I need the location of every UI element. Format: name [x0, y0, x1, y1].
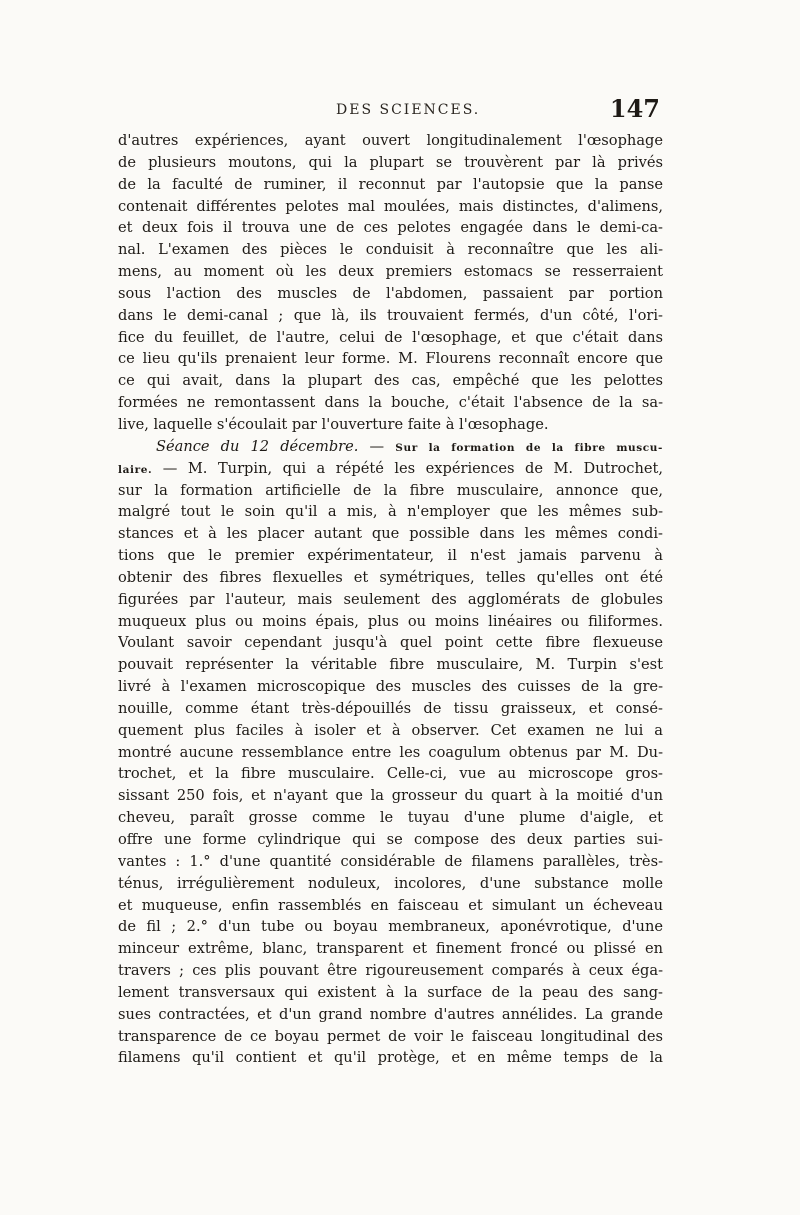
text-line: de plusieurs moutons, qui la plupart se trouvèrent par là privés — [118, 153, 663, 171]
text-line: de la faculté de ruminer, il reconnut par l'autopsie que la panse — [118, 175, 663, 193]
text-line: de fil ; 2.° d'un tube ou boyau membraneux, aponévrotique, d'une — [118, 918, 663, 936]
seance-dash: — — [358, 437, 396, 455]
text-line: d'autres expériences, ayant ouvert longitudinalement l'œsophage — [118, 132, 663, 149]
text-line: nal. L'examen des pièces le conduisit à reconnaître que les ali- — [118, 241, 663, 259]
text-line: figurées par l'auteur, mais seulement des agglomérats de globules — [118, 590, 663, 608]
text-line: stances et à les placer autant que possible dans les mêmes condi- — [118, 525, 663, 543]
text-line: mens, au moment où les deux premiers estomacs se resserraient — [118, 263, 663, 281]
body-text — [118, 130, 663, 1069]
seance-heading-line — [118, 436, 663, 458]
seance-continuation: — M. Turpin, qui a répété les expériences de M. Dutrochet, — [152, 459, 663, 477]
text-line: sur la formation artificielle de la fibre musculaire, annonce que, — [118, 481, 663, 499]
text-line: montré aucune ressemblance entre les coagulum obtenus par M. Du- — [118, 743, 663, 761]
section-heading: Sur la formation de la fibre muscu- — [395, 441, 663, 454]
text-line: ce lieu qu'ils prenaient leur forme. M. Flourens reconnaît encore que — [118, 350, 663, 368]
text-line: et deux fois il trouva une de ces pelotes engagée dans le demi-ca- — [118, 219, 663, 237]
text-line: live, laquelle s'écoulait par l'ouverture faite à l'œsophage. — [118, 415, 549, 433]
text-line: fice du feuillet, de l'autre, celui de l'œsophage, et que c'était dans — [118, 328, 663, 346]
text-line: formées ne remontassent dans la bouche, c'était l'absence de la sa- — [118, 394, 663, 412]
text-line: minceur extrême, blanc, transparent et finement froncé ou plissé en — [118, 940, 663, 958]
text-line: trochet, et la fibre musculaire. Celle-ci, vue au microscope gros- — [118, 765, 663, 783]
text-line: malgré tout le soin qu'il a mis, à n'employer que les mêmes sub- — [118, 503, 663, 521]
text-line: lement transversaux qui existent à la surface de la peau des sang- — [118, 983, 663, 1001]
text-line: offre une forme cylindrique qui se compose des deux parties sui- — [118, 831, 663, 848]
text-line: nouille, comme étant très-dépouillés de tissu graisseux, et consé- — [118, 699, 663, 717]
text-line: filamens qu'il contient et qu'il protège, et en même temps de la — [118, 1049, 663, 1067]
text-line: livré à l'examen microscopique des muscles des cuisses de la gre- — [118, 678, 663, 696]
text-line: cheveu, paraît grosse comme le tuyau d'une plume d'aigle, et — [118, 809, 663, 827]
text-line: Voulant savoir cependant jusqu'à quel point cette fibre flexueuse — [118, 634, 663, 652]
seance-date: Séance du 12 décembre. — [156, 437, 359, 455]
text-line: vantes : 1.° d'une quantité considérable de filamens parallèles, très- — [118, 852, 663, 870]
text-line: travers ; ces plis pouvant être rigoureusement comparés à ceux éga- — [118, 962, 663, 980]
page-number: 147 — [609, 94, 660, 123]
page-header — [140, 94, 660, 128]
seance-continuation-line — [118, 458, 663, 480]
running-head: DES SCIENCES. — [336, 102, 481, 118]
text-line: tions que le premier expérimentateur, il n'est jamais parvenu à — [118, 547, 663, 565]
text-line: obtenir des fibres flexuelles et symétriques, telles qu'elles ont été — [118, 568, 663, 586]
text-line: sous l'action des muscles de l'abdomen, passaient par portion — [118, 284, 663, 302]
section-heading-end: laire. — [118, 463, 153, 476]
text-line: pouvait représenter la véritable fibre musculaire, M. Turpin s'est — [118, 656, 663, 674]
text-line: muqueux plus ou moins épais, plus ou moins linéaires ou filiformes. — [118, 612, 663, 630]
text-line: dans le demi-canal ; que là, ils trouvaient fermés, d'un côté, l'ori- — [118, 306, 663, 324]
text-line: sues contractées, et d'un grand nombre d'autres annélides. La grande — [118, 1005, 663, 1023]
text-line: contenait différentes pelotes mal moulées, mais distinctes, d'alimens, — [118, 197, 663, 215]
text-line: sissant 250 fois, et n'ayant que la grosseur du quart à la moitié d'un — [118, 787, 663, 805]
text-line: quement plus faciles à isoler et à observer. Cet examen ne lui a — [118, 721, 663, 739]
text-line: ce qui avait, dans la plupart des cas, empêché que les pelottes — [118, 372, 663, 390]
text-line: et muqueuse, enfin rassemblés en faisceau et simulant un écheveau — [118, 896, 663, 914]
text-line: ténus, irrégulièrement noduleux, incolores, d'une substance molle — [118, 874, 663, 892]
text-line: transparence de ce boyau permet de voir le faisceau longitudinal des — [118, 1027, 663, 1045]
